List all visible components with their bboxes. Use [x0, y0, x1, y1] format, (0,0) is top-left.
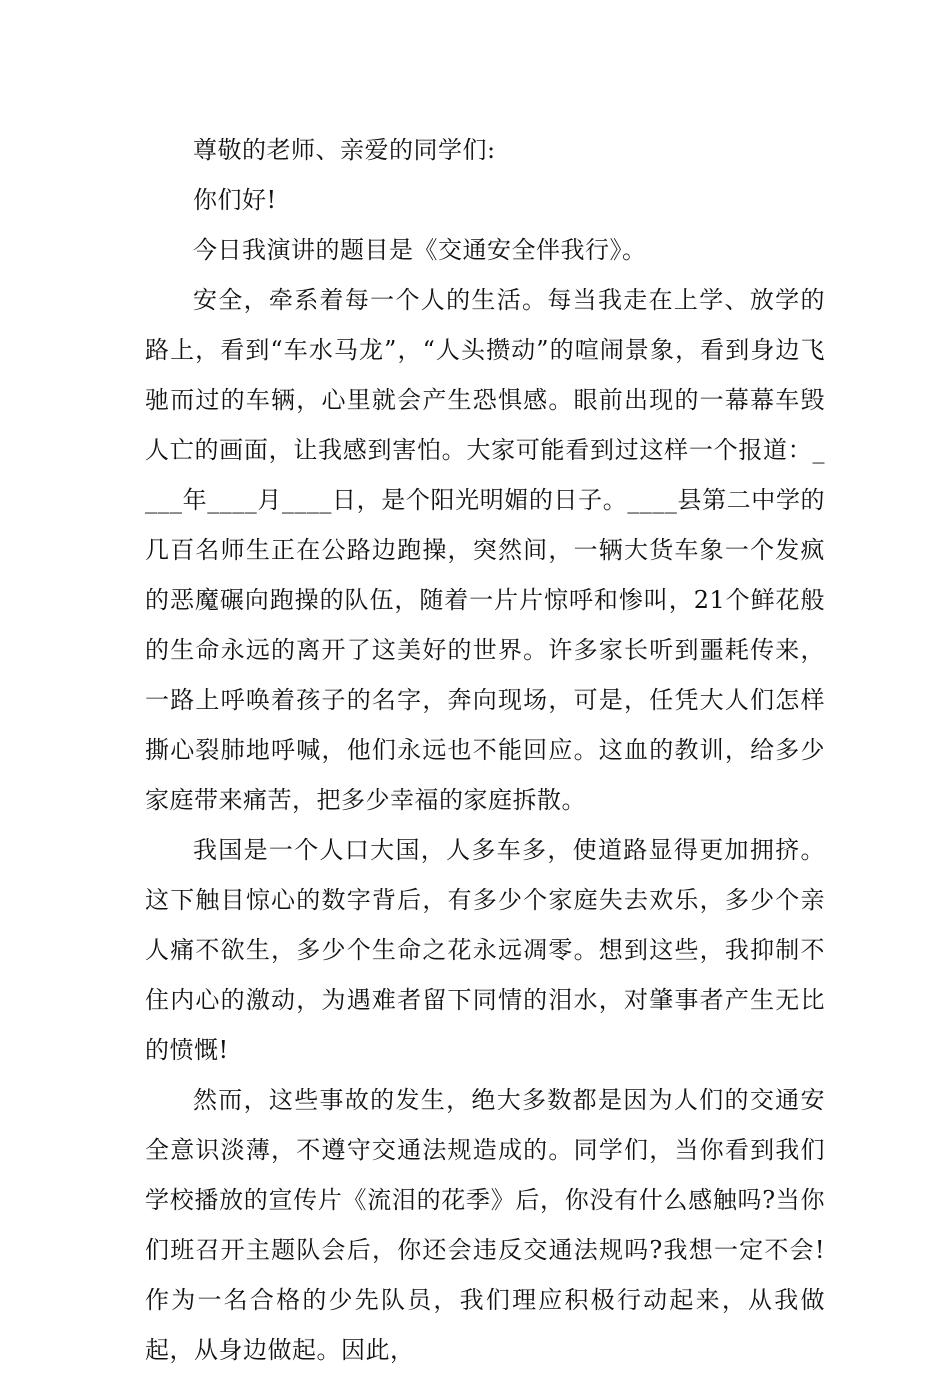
paragraph-population: 我国是一个人口大国，人多车多，使道路显得更加拥挤。这下触目惊心的数字背后，有多少个家庭失去欢乐，多少个亲人痛不欲生，多少个生命之花永远凋零。想到这些，我抑制不住内心的激动，为遇难者留下同情的泪水，对肇事者产生无比的愤慨! [145, 836, 825, 1064]
document-body [145, 125, 825, 1375]
paragraph-safety: 安全，牵系着每一个人的生活。每当我走在上学、放学的路上，看到“车水马龙”，“人头攒动”的喧闹景象，看到身边飞驰而过的车辆，心里就会产生恐惧感。眼前出现的一幕幕车毁人亡的画面，让我感到害怕。大家可能看到过这样一个报道：____年____月____日，是个阳光明媚的日子。____县第二中学的几百名师生正在公路边跑操，突然间，一辆大货车象一个发疯的恶魔碾向跑操的队伍，随着一片片惊呼和惨叫，21个鲜花般的生命永远的离开了这美好的世界。许多家长听到噩耗传来，一路上呼唤着孩子的名字，奔向现场，可是，任凭大人们怎样撕心裂肺地呼喊，他们永远也不能回应。这血的教训，给多少家庭带来痛苦，把多少幸福的家庭拆散。 [145, 286, 825, 814]
paragraph-awareness: 然而，这些事故的发生，绝大多数都是因为人们的交通安全意识淡薄，不遵守交通法规造成的。同学们，当你看到我们学校播放的宣传片《流泪的花季》后，你没有什么感触吗?当你们班召开主题队会后，你还会违反交通法规吗?我想一定不会!作为一名合格的少先队员，我们理应积极行动起来，从我做起，从身边做起。因此， [145, 1086, 825, 1364]
topic-line: 今日我演讲的题目是《交通安全伴我行》。 [193, 236, 647, 264]
salutation-line: 尊敬的老师、亲爱的同学们: [193, 136, 496, 164]
greeting-line: 你们好! [193, 186, 277, 214]
